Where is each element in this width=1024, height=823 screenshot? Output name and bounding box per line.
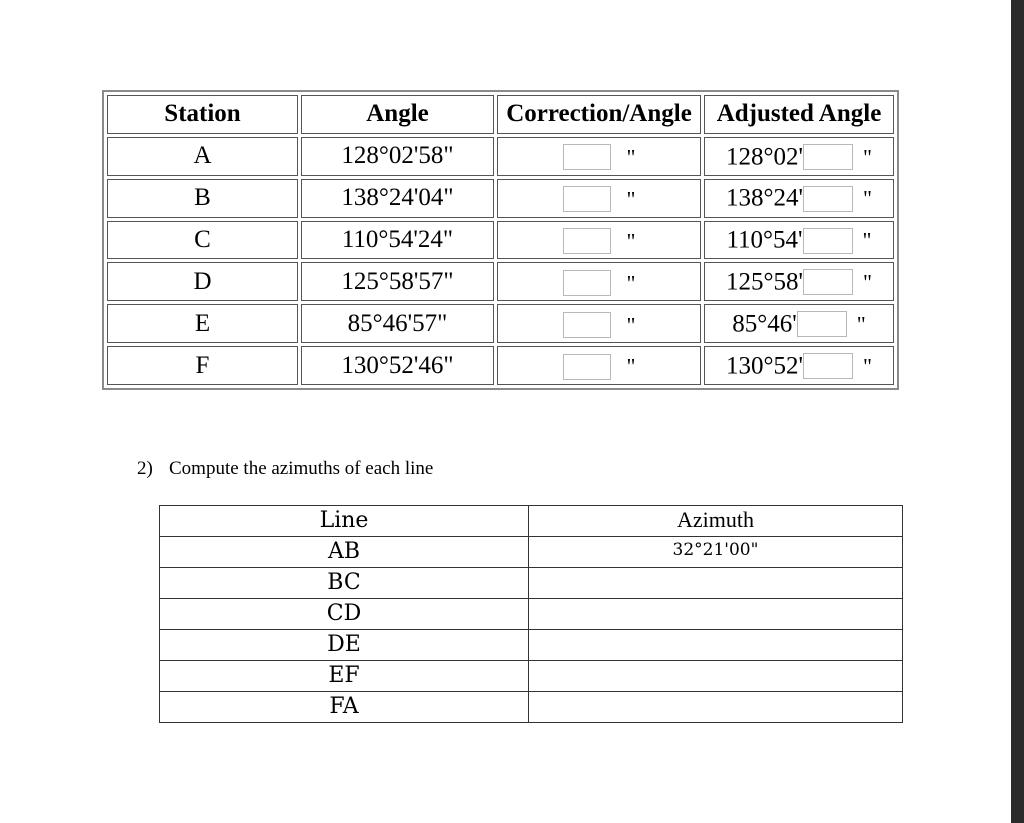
adjusted-cell [704,221,894,260]
adjusted-cell [704,262,894,301]
vertical-scrollbar[interactable] [1011,0,1024,823]
seconds-symbol: " [863,269,872,295]
angle-adjustment-table [102,90,899,390]
table-row [107,179,894,218]
header-correction: Correction/Angle [497,95,701,134]
line-cell: CD [160,599,529,630]
station-cell: B [107,179,298,218]
line-cell: AB [160,537,529,568]
question-text: Compute the azimuths of each line [169,458,434,479]
adjusted-cell [704,179,894,218]
correction-cell [497,137,701,176]
adjusted-seconds-input[interactable] [803,228,853,254]
correction-input[interactable] [563,354,611,380]
seconds-symbol: " [856,311,866,337]
correction-input[interactable] [563,144,611,170]
angle-cell: 85°46'57" [301,304,494,343]
seconds-symbol: " [626,144,636,170]
station-cell: D [107,262,298,301]
adjusted-seconds-input[interactable] [803,353,853,379]
seconds-symbol: " [863,353,872,379]
angle-cell: 128°02'58" [301,137,494,176]
table-row [107,137,894,176]
seconds-symbol: " [626,311,636,337]
seconds-symbol: " [863,143,872,169]
azimuth-cell[interactable] [529,692,903,723]
table-row [107,262,894,301]
adjusted-seconds-input[interactable] [803,144,853,170]
seconds-symbol: " [862,227,872,253]
table-row [107,304,894,343]
correction-input[interactable] [563,228,611,254]
seconds-symbol: " [863,185,872,211]
correction-input[interactable] [563,186,611,212]
station-cell: E [107,304,298,343]
angle-cell: 130°52'46" [301,346,494,385]
adjusted-prefix: 85°46' [732,310,797,338]
seconds-symbol: " [626,186,636,212]
adjusted-prefix: 128°02' [726,142,804,170]
question-number: 2) [137,458,153,479]
station-cell: F [107,346,298,385]
line-cell: BC [160,568,529,599]
line-cell: FA [160,692,529,723]
angle-cell: 138°24'04" [301,179,494,218]
seconds-symbol: " [626,353,636,379]
table-row [160,537,903,568]
azimuth-cell[interactable] [529,599,903,630]
table-row [160,630,903,661]
station-cell: C [107,221,298,260]
adjusted-prefix: 125°58' [726,268,804,296]
azimuth-cell[interactable]: 32°21'00" [529,537,903,568]
station-cell: A [107,137,298,176]
adjusted-cell [704,304,894,343]
header-adjusted-angle: Adjusted Angle [704,95,894,134]
adjusted-cell [704,346,894,385]
table-header-row [160,506,903,537]
correction-cell [497,179,701,218]
adjusted-cell [704,137,894,176]
header-angle: Angle [301,95,494,134]
table-row [160,692,903,723]
angle-cell: 110°54'24" [301,221,494,260]
correction-cell [497,304,701,343]
adjusted-prefix: 130°52' [726,352,804,380]
table-row [160,661,903,692]
angle-cell: 125°58'57" [301,262,494,301]
correction-cell [497,221,701,260]
azimuth-cell[interactable] [529,661,903,692]
adjusted-seconds-input[interactable] [803,186,853,212]
adjusted-seconds-input[interactable] [803,269,853,295]
header-azimuth: Azimuth [529,506,903,537]
correction-cell [497,262,701,301]
adjusted-prefix: 110°54' [726,226,803,254]
seconds-symbol: " [626,269,636,295]
azimuth-cell[interactable] [529,568,903,599]
line-cell: DE [160,630,529,661]
line-cell: EF [160,661,529,692]
adjusted-seconds-input[interactable] [797,311,847,337]
header-line: Line [160,506,529,537]
azimuth-cell[interactable] [529,630,903,661]
table-row [160,599,903,630]
adjusted-prefix: 138°24' [726,184,804,212]
azimuth-table [159,505,903,723]
header-station: Station [107,95,298,134]
correction-input[interactable] [563,270,611,296]
table-header-row [107,95,894,134]
table-row [107,346,894,385]
question-2 [137,458,433,480]
table-row [107,221,894,260]
table-row [160,568,903,599]
seconds-symbol: " [626,228,636,254]
correction-cell [497,346,701,385]
correction-input[interactable] [563,312,611,338]
